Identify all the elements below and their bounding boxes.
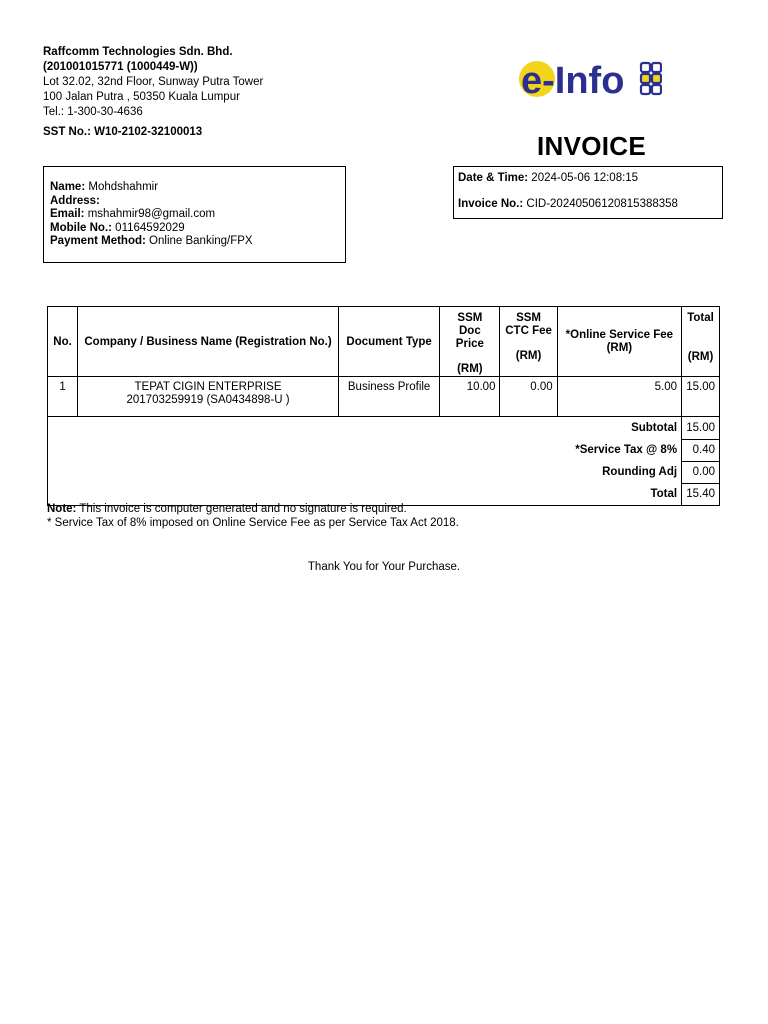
invoice-items-table — [47, 306, 720, 506]
row-total: 15.00 — [682, 377, 720, 417]
table-row — [48, 377, 720, 417]
invoice-date: Date & Time: 2024-05-06 12:08:15 — [458, 172, 639, 184]
company-address-line1: Lot 32.02, 32nd Floor, Sunway Putra Tower — [43, 76, 264, 88]
table-header-row — [48, 307, 720, 377]
invoice-title: INVOICE — [537, 131, 647, 161]
logo-text: e-Info — [521, 60, 625, 100]
company-name: Raffcomm Technologies Sdn. Bhd. — [43, 46, 233, 58]
row-document-type: Business Profile — [338, 377, 439, 417]
company-reg-no: (201001015771 (1000449-W)) — [43, 61, 198, 73]
row-company: TEPAT CIGIN ENTERPRISE 201703259919 (SA0434898-U ) — [78, 377, 339, 417]
subtotal-row — [48, 417, 720, 440]
company-tel: Tel.: 1-300-30-4636 — [43, 106, 143, 118]
rounding-label: Rounding Adj — [48, 461, 682, 483]
customer-mobile: Mobile No.: 01164592029 — [50, 221, 185, 234]
customer-address: Address: — [50, 194, 100, 207]
row-no: 1 — [48, 377, 78, 417]
rounding-row — [48, 461, 720, 483]
header-total: Total (RM) — [682, 307, 720, 377]
grand-total-label: Total — [48, 483, 682, 506]
header-ssm-doc-price: SSM Doc Price (RM) — [440, 307, 500, 377]
grand-total-value: 15.40 — [682, 483, 720, 506]
service-tax-value: 0.40 — [682, 439, 720, 461]
header-company: Company / Business Name (Registration No.) — [78, 307, 339, 377]
header-online-service-fee: *Online Service Fee (RM) — [557, 307, 681, 377]
subtotal-label: Subtotal — [48, 417, 682, 440]
row-doc-price: 10.00 — [440, 377, 500, 417]
note-line1: Note: This invoice is computer generated and no signature is required. — [47, 503, 407, 515]
company-details — [43, 45, 263, 120]
sst-number: SST No.: W10-2102-32100013 — [43, 126, 203, 138]
header-document-type: Document Type — [338, 307, 439, 377]
customer-box — [43, 166, 346, 263]
rounding-value: 0.00 — [682, 461, 720, 483]
invoice-number: Invoice No.: CID-20240506120815388358 — [458, 198, 678, 210]
einfo-logo — [517, 58, 662, 100]
header-ssm-ctc-fee: SSM CTC Fee (RM) — [500, 307, 557, 377]
company-address-line2: 100 Jalan Putra , 50350 Kuala Lumpur — [43, 91, 240, 103]
subtotal-value: 15.00 — [682, 417, 720, 440]
service-tax-label: *Service Tax @ 8% — [48, 439, 682, 461]
customer-payment-method: Payment Method: Online Banking/FPX — [50, 235, 253, 247]
service-tax-row — [48, 439, 720, 461]
invoice-note — [47, 503, 459, 530]
note-line2: * Service Tax of 8% imposed on Online Service Fee as per Service Tax Act 2018. — [47, 516, 459, 529]
header-no: No. — [48, 307, 78, 377]
row-online-fee: 5.00 — [557, 377, 681, 417]
thank-you-message: Thank You for Your Purchase. — [307, 561, 461, 573]
customer-name: Name: Mohdshahmir — [50, 181, 159, 193]
invoice-meta-box — [453, 166, 723, 219]
row-ctc-fee: 0.00 — [500, 377, 557, 417]
customer-email: Email: mshahmir98@gmail.com — [50, 208, 216, 220]
